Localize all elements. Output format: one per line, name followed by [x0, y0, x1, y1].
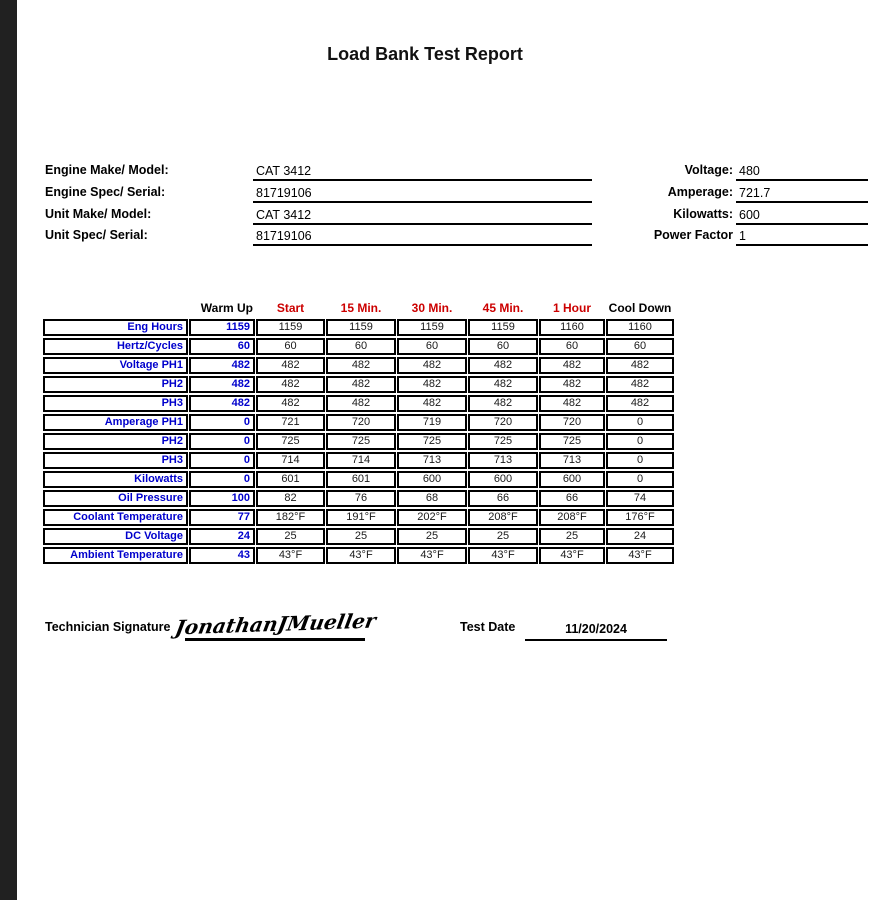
- table-row: [43, 414, 674, 431]
- column-header-30-min-: 30 Min.: [411, 301, 453, 315]
- row-label: PH3: [43, 452, 188, 469]
- column-header-cool-down: Cool Down: [608, 301, 672, 315]
- power-factor-label: Power Factor: [653, 228, 733, 242]
- reading-value: 76: [326, 490, 396, 507]
- reading-value: 68: [397, 490, 467, 507]
- table-row: [43, 547, 674, 564]
- reading-value: 60: [468, 338, 538, 355]
- reading-value: 60: [606, 338, 674, 355]
- reading-value: 25: [539, 528, 605, 545]
- reading-value: 482: [397, 376, 467, 393]
- row-label: Eng Hours: [43, 319, 188, 336]
- column-header-1-hour: 1 Hour: [552, 301, 591, 315]
- reading-value: 482: [606, 357, 674, 374]
- reading-value: 25: [256, 528, 325, 545]
- warm-up-value: 0: [189, 471, 255, 488]
- test-date-value: 11/20/2024: [565, 622, 627, 636]
- reading-value: 0: [606, 471, 674, 488]
- column-header-start: Start: [276, 301, 305, 315]
- reading-value: 43°F: [397, 547, 467, 564]
- reading-value: 482: [397, 357, 467, 374]
- reading-value: 725: [468, 433, 538, 450]
- warm-up-value: 100: [189, 490, 255, 507]
- reading-value: 60: [256, 338, 325, 355]
- reading-value: 482: [606, 395, 674, 412]
- reading-value: 1159: [468, 319, 538, 336]
- reading-value: 713: [397, 452, 467, 469]
- unit-spec-serial-field: 81719106: [253, 215, 592, 246]
- power-factor-field: 1: [736, 215, 868, 246]
- test-date-field: [525, 612, 667, 641]
- table-row: [43, 433, 674, 450]
- engine-spec-serial-field: 81719106: [253, 172, 592, 203]
- table-row: [43, 528, 674, 545]
- table-row: [43, 319, 674, 336]
- column-header-45-min-: 45 Min.: [482, 301, 524, 315]
- readings-header-corner: [43, 302, 188, 317]
- reading-value: 725: [539, 433, 605, 450]
- reading-value: 82: [256, 490, 325, 507]
- readings-header-row: [43, 302, 674, 317]
- reading-value: 43°F: [468, 547, 538, 564]
- reading-value: 0: [606, 414, 674, 431]
- table-row: [43, 490, 674, 507]
- reading-value: 191°F: [326, 509, 396, 526]
- reading-value: 482: [256, 357, 325, 374]
- reading-value: 74: [606, 490, 674, 507]
- reading-value: 60: [539, 338, 605, 355]
- reading-value: 600: [397, 471, 467, 488]
- reading-value: 601: [256, 471, 325, 488]
- reading-value: 66: [539, 490, 605, 507]
- reading-value: 43°F: [539, 547, 605, 564]
- unit-make-model-field: CAT 3412: [253, 194, 592, 225]
- row-label: Amperage PH1: [43, 414, 188, 431]
- reading-value: 721: [256, 414, 325, 431]
- reading-value: 1160: [606, 319, 674, 336]
- reading-value: 1159: [256, 319, 325, 336]
- row-label: PH3: [43, 395, 188, 412]
- reading-value: 25: [397, 528, 467, 545]
- reading-value: 725: [256, 433, 325, 450]
- table-row: [43, 338, 674, 355]
- voltage-field: 480: [736, 150, 868, 181]
- reading-value: 25: [468, 528, 538, 545]
- reading-value: 1160: [539, 319, 605, 336]
- row-label: Voltage PH1: [43, 357, 188, 374]
- reading-value: 720: [326, 414, 396, 431]
- reading-value: 482: [468, 376, 538, 393]
- row-label: Kilowatts: [43, 471, 188, 488]
- table-row: [43, 509, 674, 526]
- row-label: Coolant Temperature: [43, 509, 188, 526]
- technician-signature-field: [172, 604, 378, 641]
- table-row: [43, 471, 674, 488]
- reading-value: 482: [468, 395, 538, 412]
- row-label: Ambient Temperature: [43, 547, 188, 564]
- row-label: DC Voltage: [43, 528, 188, 545]
- warm-up-value: 77: [189, 509, 255, 526]
- unit-spec-serial-label: Unit Spec/ Serial:: [45, 228, 148, 242]
- reading-value: 43°F: [256, 547, 325, 564]
- reading-value: 725: [326, 433, 396, 450]
- table-row: [43, 395, 674, 412]
- reading-value: 1159: [326, 319, 396, 336]
- reading-value: 482: [539, 376, 605, 393]
- engine-spec-serial-label: Engine Spec/ Serial:: [45, 185, 166, 199]
- reading-value: 600: [539, 471, 605, 488]
- row-label: PH2: [43, 376, 188, 393]
- row-label: Hertz/Cycles: [43, 338, 188, 355]
- column-header-warm-up: Warm Up: [200, 301, 253, 315]
- reading-value: 0: [606, 433, 674, 450]
- technician-signature-handwriting: JonathanJMueller: [172, 608, 378, 640]
- reading-value: 482: [539, 395, 605, 412]
- reading-value: 482: [397, 395, 467, 412]
- warm-up-value: 0: [189, 452, 255, 469]
- reading-value: 482: [326, 357, 396, 374]
- reading-value: 182°F: [256, 509, 325, 526]
- reading-value: 601: [326, 471, 396, 488]
- table-row: [43, 376, 674, 393]
- row-label: PH2: [43, 433, 188, 450]
- reading-value: 482: [326, 395, 396, 412]
- reading-value: 208°F: [468, 509, 538, 526]
- warm-up-value: 43: [189, 547, 255, 564]
- table-row: [43, 357, 674, 374]
- reading-value: 482: [326, 376, 396, 393]
- technician-signature-label: Technician Signature: [45, 620, 171, 634]
- page-title: Load Bank Test Report: [327, 44, 523, 64]
- reading-value: 24: [606, 528, 674, 545]
- reading-value: 720: [468, 414, 538, 431]
- reading-value: 176°F: [606, 509, 674, 526]
- reading-value: 208°F: [539, 509, 605, 526]
- reading-value: 482: [606, 376, 674, 393]
- reading-value: 482: [256, 376, 325, 393]
- warm-up-value: 0: [189, 414, 255, 431]
- warm-up-value: 0: [189, 433, 255, 450]
- reading-value: 720: [539, 414, 605, 431]
- reading-value: 714: [326, 452, 396, 469]
- warm-up-value: 482: [189, 395, 255, 412]
- engine-make-model-label: Engine Make/ Model:: [45, 163, 169, 177]
- reading-value: 719: [397, 414, 467, 431]
- voltage-label: Voltage:: [684, 163, 733, 177]
- warm-up-value: 482: [189, 376, 255, 393]
- warm-up-value: 24: [189, 528, 255, 545]
- readings-table-body: [43, 319, 674, 564]
- reading-value: 482: [468, 357, 538, 374]
- column-header-15-min-: 15 Min.: [340, 301, 382, 315]
- viewer-edge-bar: [0, 0, 17, 900]
- reading-value: 202°F: [397, 509, 467, 526]
- readings-table: [42, 300, 675, 566]
- reading-value: 60: [326, 338, 396, 355]
- reading-value: 600: [468, 471, 538, 488]
- amperage-field: 721.7: [736, 172, 868, 203]
- warm-up-value: 60: [189, 338, 255, 355]
- warm-up-value: 1159: [189, 319, 255, 336]
- reading-value: 43°F: [326, 547, 396, 564]
- unit-make-model-label: Unit Make/ Model:: [45, 207, 152, 221]
- reading-value: 1159: [397, 319, 467, 336]
- reading-value: 725: [397, 433, 467, 450]
- reading-value: 713: [539, 452, 605, 469]
- reading-value: 0: [606, 452, 674, 469]
- reading-value: 25: [326, 528, 396, 545]
- kilowatts-label: Kilowatts:: [673, 207, 733, 221]
- reading-value: 482: [256, 395, 325, 412]
- table-row: [43, 452, 674, 469]
- kilowatts-field: 600: [736, 194, 868, 225]
- reading-value: 66: [468, 490, 538, 507]
- reading-value: 482: [539, 357, 605, 374]
- reading-value: 713: [468, 452, 538, 469]
- reading-value: 60: [397, 338, 467, 355]
- row-label: Oil Pressure: [43, 490, 188, 507]
- reading-value: 43°F: [606, 547, 674, 564]
- amperage-label: Amperage:: [667, 185, 733, 199]
- warm-up-value: 482: [189, 357, 255, 374]
- test-date-label: Test Date: [460, 620, 516, 634]
- engine-make-model-field: CAT 3412: [253, 150, 592, 181]
- reading-value: 714: [256, 452, 325, 469]
